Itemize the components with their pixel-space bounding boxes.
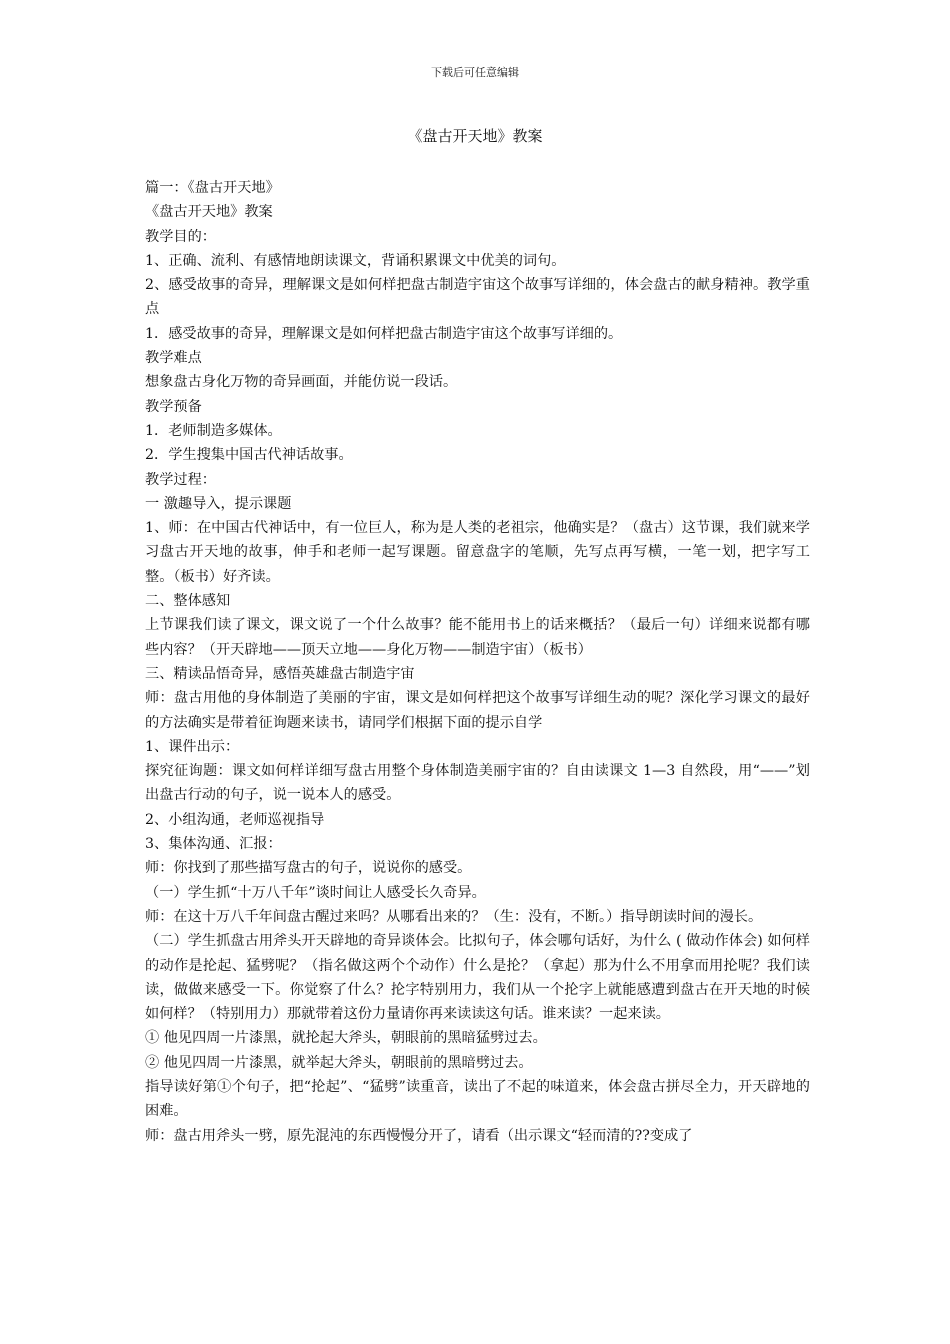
- paragraph: 3、集体沟通、汇报：: [145, 836, 282, 853]
- paragraph: （一）学生抓“十万八千年”谈时间让人感受长久奇异。: [145, 884, 486, 901]
- paragraph: 师：在这十万八千年间盘古醒过来吗？从哪看出来的？（生：没有，不断。）指导朗读时间的漫长。: [145, 908, 763, 925]
- paragraph: 1、正确、流利、有感情地朗读课文，背诵积累课文中优美的词句。: [145, 252, 566, 269]
- paragraph: 篇一：《盘古开天地》: [145, 180, 280, 196]
- paragraph: 2．学生搜集中国古代神话故事。: [145, 447, 353, 464]
- paragraph: 指导读好第①个句子，把“抡起”、“猛劈”读重音，读出了不起的味道来，体会盘古拼尽全力，开天辟地的困难。: [145, 1078, 810, 1120]
- paragraph: ② 他见四周一片漆黑，就举起大斧头，朝眼前的黑暗劈过去。: [145, 1054, 533, 1071]
- paragraph: 2、小组沟通，老师巡视指导: [145, 811, 325, 828]
- paragraph: 探究征询题：课文如何样详细写盘古用整个身体制造美丽宇宙的？自由读课文 1—3 自然段，用“——”划出盘古行动的句子，说一说本人的感受。: [145, 763, 810, 804]
- paragraph: 教学预备: [145, 398, 202, 415]
- paragraph: 《盘古开天地》教案: [145, 204, 273, 221]
- paragraph: 1．老师制造多媒体。: [145, 422, 282, 439]
- paragraph: 教学目的：: [145, 228, 216, 245]
- paragraph: 二、整体感知: [145, 593, 231, 610]
- page-header-note: 下载后可任意编辑: [431, 66, 519, 79]
- paragraph: 教学过程：: [145, 471, 216, 488]
- paragraph: 上节课我们读了课文，课文说了一个什么故事？能不能用书上的话来概括？（最后一句）详细来说都有哪些内容？（开天辟地——顶天立地——身化万物——制造宇宙）（板书）: [145, 617, 810, 658]
- paragraph: 师：盘古用斧头一劈，原先混沌的东西慢慢分开了，请看（出示课文“轻而清的??变成了: [145, 1127, 693, 1144]
- document-body: [145, 176, 810, 1148]
- paragraph: 想象盘古身化万物的奇异画面，并能仿说一段话。: [145, 374, 458, 391]
- paragraph: 1．感受故事的奇异，理解课文是如何样把盘古制造宇宙这个故事写详细的。: [145, 325, 623, 342]
- paragraph: 三、精读品悟奇异，感悟英雄盘古制造宇宙: [145, 665, 415, 682]
- paragraph: 师：盘古用他的身体制造了美丽的宇宙，课文是如何样把这个故事写详细生动的呢？深化学习课文的最好的方法确实是带着征询题来读书，请同学们根据下面的提示自学: [145, 690, 810, 731]
- paragraph: 教学难点: [145, 350, 202, 367]
- paragraph: 2、感受故事的奇异，理解课文是如何样把盘古制造宇宙这个故事写详细的，体会盘古的献身精神。教学重点: [145, 277, 810, 318]
- paragraph: 1、师：在中国古代神话中，有一位巨人，称为是人类的老祖宗，他确实是？（盘古）这节课，我们就来学习盘古开天地的故事，伸手和老师一起写课题。留意盘字的笔顺，先写点再写横，一笔一划，把字写工整。（板书）好齐读。: [145, 520, 810, 585]
- paragraph: （二）学生抓盘古用斧头开天辟地的奇异谈体会。比拟句子，体会哪句话好，为什么 ( 做动作体会) 如何样的动作是抡起、猛劈呢？（指名做这两个个动作）什么是抡？（拿起）那为什么不用拿而用抡呢？我们读读，做做来感受一下。你觉察了什么？抡字特别用力，我们从一个抡字上就能感遭到盘古在开天地的时候如何样？（特别用力）那就带着这份力量请你再来读读这句话。谁来读？一起来读。: [145, 933, 810, 1023]
- paragraph: 师：你找到了那些描写盘古的句子，说说你的感受。: [145, 860, 472, 877]
- paragraph: 一 激趣导入，提示课题: [145, 495, 292, 512]
- paragraph: 1、课件出示：: [145, 738, 240, 755]
- document-title: 《盘古开天地》教案: [407, 127, 543, 145]
- paragraph: ① 他见四周一片漆黑，就抡起大斧头，朝眼前的黑暗猛劈过去。: [145, 1030, 547, 1047]
